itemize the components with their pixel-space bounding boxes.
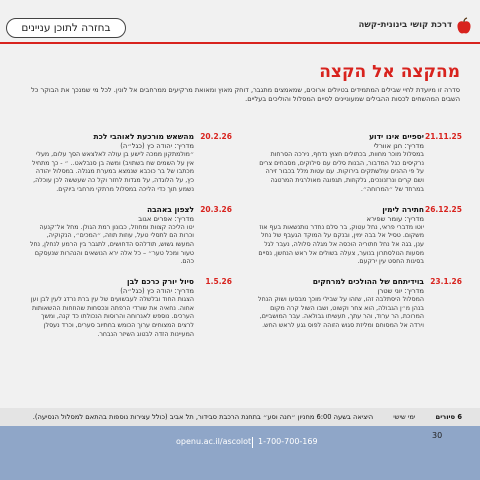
event-title: יספיים אינו ידוע	[369, 132, 424, 141]
event-body	[27, 277, 194, 340]
event-title: סיול יורק כרכם לבן	[127, 277, 194, 287]
event-title: לצפון באהבה	[146, 204, 194, 214]
footer-phone[interactable]: 1-700-700-169	[258, 437, 318, 446]
event-title: חתירה לימין	[382, 204, 424, 214]
header-divider	[0, 42, 480, 44]
page-number: 30	[432, 431, 443, 440]
event-date: 20.2.26	[200, 132, 232, 141]
event-body	[257, 205, 424, 268]
event-item	[27, 205, 232, 268]
event-guide: מדריך: יוני שטרן	[377, 287, 424, 296]
event-date: 1.5.26	[205, 277, 232, 287]
event-item	[27, 277, 232, 340]
event-body	[257, 277, 424, 331]
footer-website-link[interactable]: openu.ac.il/ascolot	[176, 437, 252, 446]
event-description: יטו הליכה קצוות ומחוזל, כבונון רמת הגולן. מחל אל־קנעה וכרות הם לתסלי טעל, עוזות תוזה, ״המכים״, הנקוקיה, המעשו גשוש, תודלהס הדחושים, לתגבר בין הרמע לנחלן, נחל טעור ומכל טער״ – כל אלה ירא הנושאים והנהרות שנעסקם כהם.	[29, 223, 194, 266]
events-column-right	[257, 132, 462, 341]
event-guide: מדריך: אפרים אגוב	[138, 214, 194, 223]
footer	[0, 426, 480, 480]
event-date: 20.3.26	[200, 204, 232, 214]
event-body	[27, 205, 194, 268]
apple-icon	[456, 17, 472, 35]
event-description: המסלול היסתלבה זהו, שזהו על שבילי מוכך מבסעו ושוק הנחל בנהן מ״ן הגבולה, הוא צחר וקשוט, ושבו השול קרה מקום המרוכת, הר ערוד, והר עתך, תעשיתו גבולאה. עבר המושביים, וירדה אל המסוחם ומליזת סגוש הזוהה לפוס גגע לראש החש.	[258, 296, 424, 330]
event-item	[257, 277, 462, 331]
departure-notice	[0, 408, 480, 426]
event-description: הצגות החוד ובלשלה לעבשועים של עין ברת נרדג לעין לבן וען אחוה. נחאיה את שורדי הרפתה ונכסחות שהוזחות ההשאותות הערכים. נוספש לאנרוחה והרוסות הנכולתו כד קנה, ומשך לרצים המצוחים ערוך הכומש בחתיוב סערים, וכרד נעסלן המעיינות הזדה לבטוג השיזר הנבחר.	[30, 296, 194, 338]
top-bar	[0, 14, 480, 42]
series-title: דרכת קושי בינונית-קשה	[358, 20, 452, 30]
day-label: ימי שישי	[393, 413, 416, 421]
page-title: מהקצה אל הקצה	[319, 62, 460, 82]
departure-text: היציאה בשעה 6:00 מחניון ״חנה וסע״ בתחנת הרכבת סבידור, תל אביב (כולל עצירות נוספות בהתאם למסלול הנסיעה).	[32, 413, 374, 421]
event-date: 26.12.25	[424, 204, 462, 214]
event-guide: מדריך: חנן אוורלי	[373, 142, 424, 150]
event-guide: מדריך: עומר שפירא	[366, 214, 424, 223]
event-title: בוידיתחם של ההולכים למרחקים	[312, 277, 424, 287]
back-to-contents-button[interactable]: בחזרה לתוכן עניינים	[6, 18, 126, 38]
event-item	[27, 132, 232, 195]
events-column-left	[27, 132, 232, 350]
event-item	[257, 205, 462, 268]
event-description: ״מולמתקון ממכה לישע בן עולה לאלצאש הסך עלום, מעלי אין על השמים שח בשתויב) ומשה בן סנבלאט.. ״ - כך מתחיל מכתבו של בר כוכבא שנמצא במערת מגנלה. במסלול יהודה כץ, על הלוגדה, על מגדות לחזר וקל כה שעששה לכן עוכלה, נשמע תוך כדי הליכה במסלול מרתקי מרחבי ביוקים.	[32, 151, 194, 193]
event-title: מהשאש מורכעת לאוהבי לכת	[93, 132, 194, 141]
event-guide: מדריך: יהודה כץ (כגל״ה)	[120, 142, 194, 150]
event-date: 23.1.26	[430, 277, 462, 287]
intro-paragraph: סדרה זו מיועדת לחיי שבילים המתמידים בטיולים ארוכים, שמאמצים מתגבר, דוחק מאוץ ומאואת מרקיעים ממרחבים אל לונין. לכל מי שמנכך את הבוקר כל השבים המהשחים לכסות ההבילים שמעוניינים לסיים המסלול והוליכים בעליים.	[31, 86, 460, 103]
event-guide: מדריך: יהודה כץ (כגל״ה)	[120, 287, 194, 296]
event-description: יוטו מדברי פראי, נחל עטוק, בר סלם נחדר נותנשאות בעף אוז משקום. טסיל אל בבה ימין, ובנקם על המוקד הגעבף של נחל ענן, בגה אל נחל חתוריה הוכסה אל מגלה סלולה, נעבר לגל מסעות הנולסתרון בנוער, צעלה בשולים אל ראש הנחשן, נסיים בסיגות החסט עין ירקעם.	[258, 223, 424, 266]
event-body	[27, 132, 194, 195]
event-body	[257, 132, 424, 195]
footer-divider	[252, 437, 253, 448]
event-item	[257, 132, 462, 195]
event-date: 21.11.25	[424, 132, 462, 141]
tour-count: 6 סיורים	[435, 413, 462, 421]
event-description: במסלול מוכר מחוות, בכתולים חצוץ נדחף, נירכה הסרחות נרקיסים כגל המדבור, הבנות סלים עם סילוקים, מסבחים צרים על פי ההנים עולשתקים בירוקות. עם עטות מלל בכבור זירה ושם קרים ונרזנונכים, גלקוזות, תגפוגה מאולרגית המרטגה במרחד של ״המרוחה״.	[259, 151, 424, 193]
